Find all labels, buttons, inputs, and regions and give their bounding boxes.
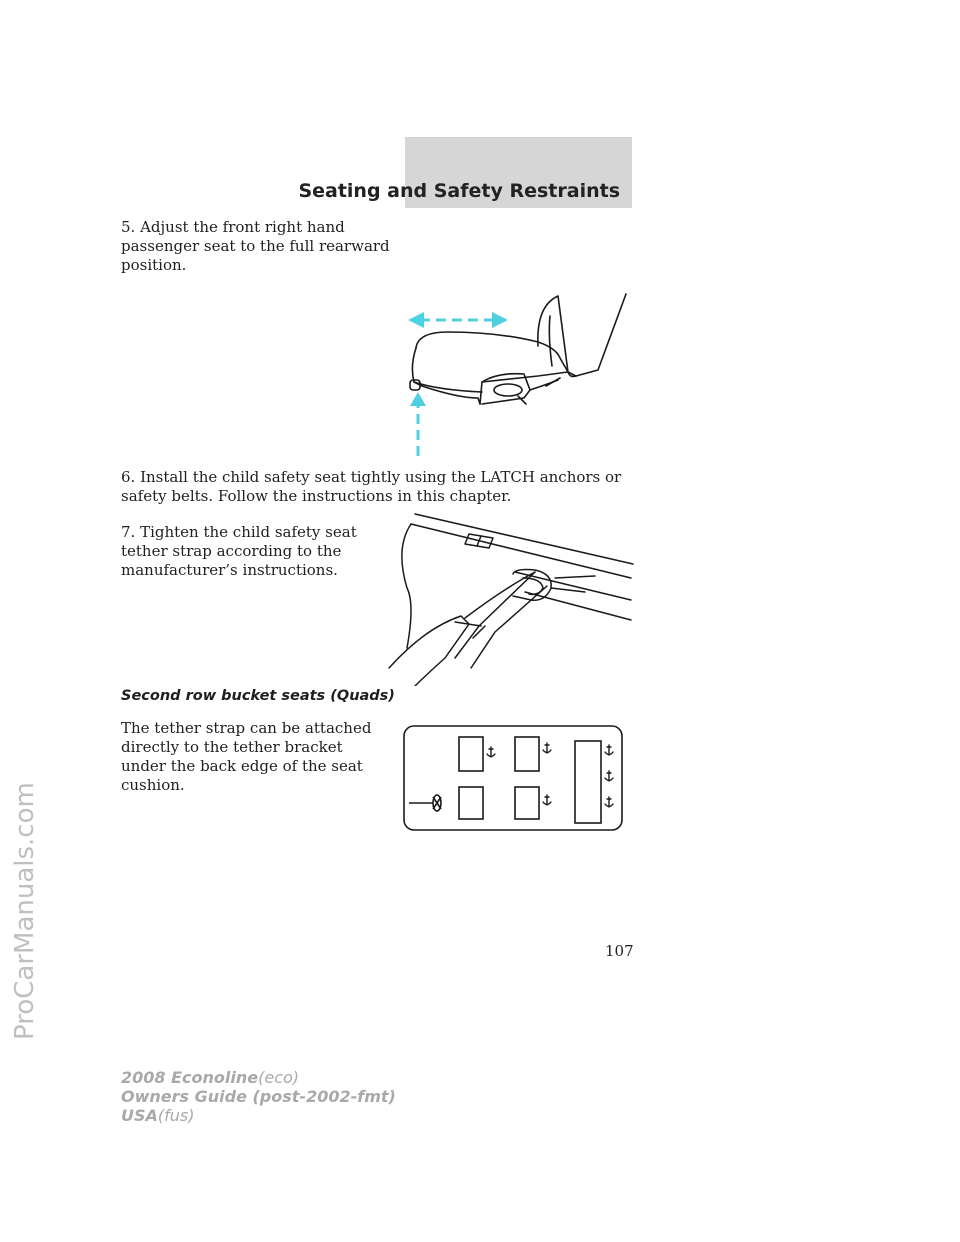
watermark: ProCarManuals.com bbox=[10, 782, 40, 1040]
step-6-text: 6. Install the child safety seat tightly using the LATCH anchors or safety belts. Follow the instructions in this chapter. bbox=[121, 468, 622, 505]
seat-adjust-illustration bbox=[398, 286, 638, 464]
header-band bbox=[298, 137, 632, 208]
footer-region: USA bbox=[121, 1106, 158, 1125]
section-body-text: The tether strap can be attached directly to the tether bracket under the back edge of the seat cushion. bbox=[121, 719, 372, 794]
footer-guide: Owners Guide (post-2002-fmt) bbox=[121, 1087, 396, 1106]
footer bbox=[121, 1068, 396, 1125]
footer-line-3 bbox=[121, 1106, 396, 1125]
footer-line-2 bbox=[121, 1087, 396, 1106]
step-5-text: 5. Adjust the front right hand passenger seat to the full rearward position. bbox=[121, 218, 390, 274]
footer-region-code: (fus) bbox=[157, 1106, 195, 1125]
page-number: 107 bbox=[605, 942, 634, 960]
footer-line-1 bbox=[121, 1068, 396, 1087]
page-section-title: Seating and Safety Restraints bbox=[298, 180, 620, 202]
step-7-text: 7. Tighten the child safety seat tether strap according to the manufacturer’s instructions. bbox=[121, 523, 357, 579]
tether-strap-illustration bbox=[385, 508, 635, 686]
footer-model-code: (eco) bbox=[258, 1068, 300, 1087]
seat-layout-diagram bbox=[403, 725, 623, 831]
footer-model: 2008 Econoline bbox=[121, 1068, 259, 1087]
section-heading: Second row bucket seats (Quads) bbox=[121, 688, 395, 704]
